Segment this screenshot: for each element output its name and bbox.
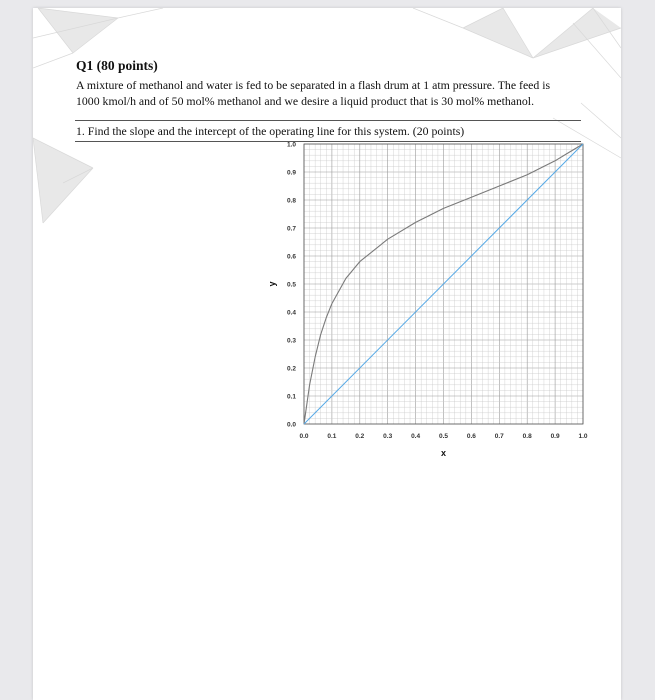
x-tick-label: 0.1 — [327, 433, 337, 440]
y-tick-label: 0.8 — [286, 197, 296, 205]
y-tick-label: 0.6 — [286, 253, 296, 261]
y-tick-label: 0.5 — [286, 281, 296, 289]
x-tick-label: 1.0 — [578, 433, 588, 440]
question-title: Q1 (80 points) — [76, 58, 158, 73]
x-tick-label: 0.2 — [355, 433, 365, 440]
x-axis-label: x — [440, 448, 447, 458]
x-tick-label: 0.4 — [411, 433, 421, 440]
y-axis-ticks — [287, 142, 296, 429]
y-tick-label: 0.7 — [286, 225, 296, 233]
x-axis-ticks — [299, 433, 587, 440]
y-tick-label: 1.0 — [286, 141, 296, 149]
x-tick-label: 0.6 — [466, 433, 476, 440]
x-tick-label: 0.0 — [299, 433, 309, 440]
x-tick-label: 0.5 — [438, 433, 449, 440]
question-body: A mixture of methanol and water is fed to be separated in a flash drum at 1 atm pressure. The feed is 1000 kmol/h and of 50 mol% methanol and we desire a liquid product that is 30 mol% methanol. — [76, 78, 551, 108]
x-tick-label: 0.8 — [522, 433, 532, 440]
x-tick-label: 0.9 — [550, 433, 560, 440]
y-tick-label: 0.3 — [286, 337, 296, 345]
y-tick-label: 0.0 — [286, 421, 296, 429]
x-tick-label: 0.7 — [494, 433, 504, 440]
x-tick-label: 0.3 — [383, 433, 393, 440]
y-tick-label: 0.4 — [286, 309, 296, 317]
y-axis-label: y — [267, 281, 277, 287]
y-tick-label: 0.9 — [286, 169, 296, 177]
y-tick-label: 0.2 — [286, 365, 296, 373]
y-tick-label: 0.1 — [286, 393, 296, 401]
question-part-1: 1. Find the slope and the intercept of the operating line for this system. (20 points) — [76, 124, 465, 138]
